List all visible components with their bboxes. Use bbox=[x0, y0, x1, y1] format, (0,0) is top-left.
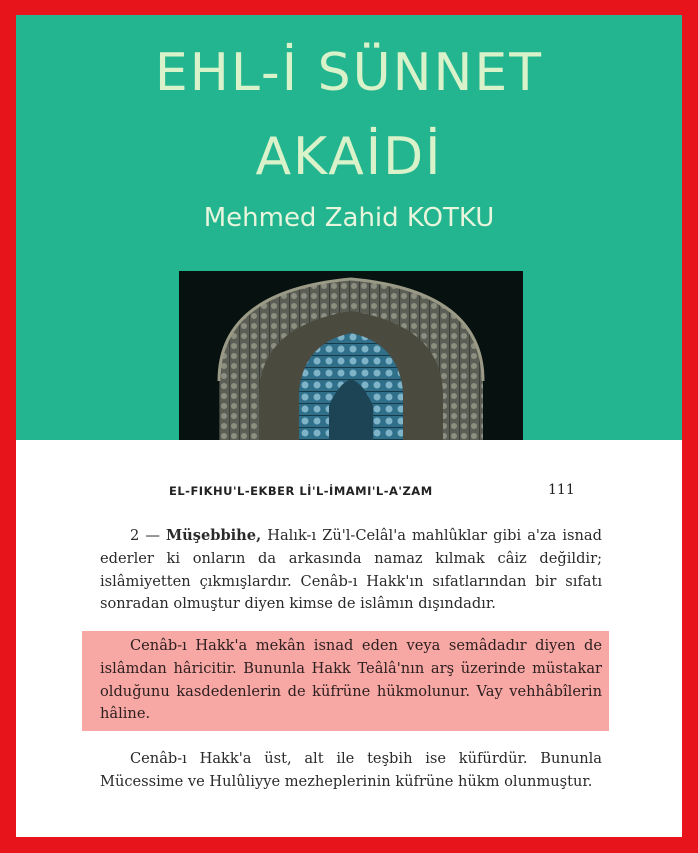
book-cover bbox=[16, 15, 682, 440]
paragraph-3 bbox=[100, 748, 602, 794]
paragraph-1-term: Müşebbihe, bbox=[165, 527, 262, 544]
paragraph-3-text: Cenâb-ı Hakk'a üst, alt ile teşbih ise küfürdür. Bununla Mücessime ve Hulûliyye mezheplerinin küfrüne hükm olunmuştur. bbox=[100, 750, 602, 790]
book-page bbox=[16, 440, 682, 837]
page-number: 111 bbox=[548, 482, 575, 498]
cover-title-line1: EHL-İ SÜNNET bbox=[154, 43, 544, 103]
paragraph-2-text: Cenâb-ı Hakk'a mekân isnad eden veya semâdadır diyen de islâmdan hâricitir. Bununla Hakk Teâlâ'nın arş üzerinde müstakar olduğunu kasdedenlerin de küfrüne hükmolunur. Vay vehhâbîlerin hâline. bbox=[100, 637, 602, 723]
paragraph-1 bbox=[100, 525, 602, 616]
paragraph-2-highlighted bbox=[100, 635, 602, 726]
cover-photo-mosque-arch bbox=[179, 271, 523, 440]
image-frame bbox=[16, 15, 682, 837]
cover-title-line2: AKAİDİ bbox=[255, 127, 443, 187]
arch-illustration bbox=[179, 271, 523, 440]
paragraph-1-lead: 2 — bbox=[130, 527, 166, 544]
paragraph-1-text: Halık-ı Zü'l-Celâl'a mahlûklar gibi a'za isnad ederler ki onların da arkasında namaz kılmak câiz değildir; islâmiyetten çıkmışlardır. Cenâb-ı Hakk'ın sıfatlarından bir sıfatı sonradan olmuştur diyen kimse de islâmın dışındadır. bbox=[100, 527, 602, 613]
running-head: EL-FIKHU'L-EKBER Lİ'L-İMAMI'L-A'ZAM bbox=[169, 484, 433, 498]
cover-author: Mehmed Zahid KOTKU bbox=[203, 203, 495, 233]
